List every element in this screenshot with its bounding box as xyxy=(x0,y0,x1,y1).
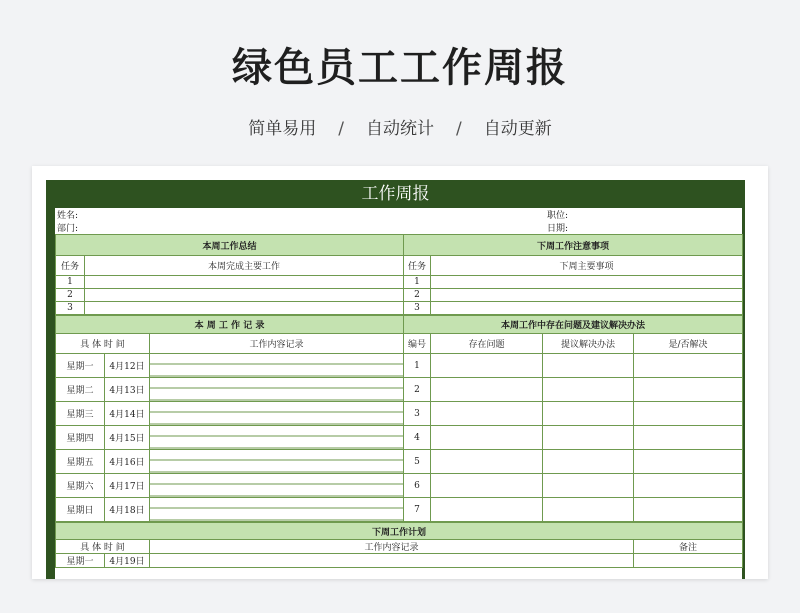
content-cell[interactable] xyxy=(150,426,404,450)
name-label: 姓名: xyxy=(57,211,79,221)
cell[interactable] xyxy=(634,402,743,426)
table-row xyxy=(56,426,743,450)
issue-number: 2 xyxy=(404,378,431,402)
spreadsheet-preview xyxy=(32,166,768,579)
subtitle-separator: / xyxy=(338,119,344,139)
cell[interactable] xyxy=(85,302,404,315)
task-col-header: 任务 xyxy=(404,256,431,276)
cell[interactable] xyxy=(543,378,634,402)
subtitle-item: 简单易用 xyxy=(248,119,317,139)
table-row xyxy=(56,450,743,474)
cell[interactable] xyxy=(543,450,634,474)
weekday: 星期三 xyxy=(56,402,105,426)
report-paper xyxy=(55,208,742,579)
cell[interactable] xyxy=(431,498,543,522)
content-cell[interactable] xyxy=(150,474,404,498)
table-row xyxy=(56,378,743,402)
subtitle-item: 自动统计 xyxy=(366,119,434,139)
table-row xyxy=(56,302,743,315)
cell[interactable] xyxy=(543,474,634,498)
suggestion-col-header: 提议解决办法 xyxy=(543,334,634,354)
date: 4月19日 xyxy=(105,554,150,568)
cell[interactable] xyxy=(431,426,543,450)
date: 4月12日 xyxy=(105,354,150,378)
issue-number: 4 xyxy=(404,426,431,450)
issue-number: 7 xyxy=(404,498,431,522)
weekday: 星期四 xyxy=(56,426,105,450)
cell[interactable] xyxy=(431,378,543,402)
page-title: 绿色员工工作周报 xyxy=(232,45,568,91)
table-row xyxy=(56,289,743,302)
time-col-header: 具 体 时 间 xyxy=(56,540,150,554)
date: 4月16日 xyxy=(105,450,150,474)
cell[interactable] xyxy=(431,450,543,474)
cell[interactable] xyxy=(150,554,634,568)
summary-header: 本周工作总结 xyxy=(56,235,404,256)
table-row xyxy=(56,402,743,426)
cell[interactable] xyxy=(85,276,404,289)
issue-number: 5 xyxy=(404,450,431,474)
content-col-header: 工作内容记录 xyxy=(150,540,634,554)
cell[interactable] xyxy=(634,474,743,498)
row-number: 3 xyxy=(56,302,85,315)
num-col-header: 编号 xyxy=(404,334,431,354)
content-cell[interactable] xyxy=(150,498,404,522)
report-frame xyxy=(46,180,745,579)
page-subtitle xyxy=(0,114,800,139)
subtitle-separator: / xyxy=(456,119,462,139)
cell[interactable] xyxy=(431,354,543,378)
cell[interactable] xyxy=(634,450,743,474)
issue-number: 6 xyxy=(404,474,431,498)
content-cell[interactable] xyxy=(150,354,404,378)
cell[interactable] xyxy=(634,498,743,522)
resolved-col-header: 是/否解决 xyxy=(634,334,743,354)
table-row xyxy=(56,276,743,289)
row-number: 2 xyxy=(56,289,85,302)
next-items-col-header: 下周主要事项 xyxy=(431,256,743,276)
row-number: 1 xyxy=(404,276,431,289)
date-label: 日期: xyxy=(547,224,569,234)
time-col-header: 具 体 时 间 xyxy=(56,334,150,354)
task-col-header: 任务 xyxy=(56,256,85,276)
content-cell[interactable] xyxy=(150,378,404,402)
position-label: 职位: xyxy=(547,211,569,221)
date: 4月17日 xyxy=(105,474,150,498)
cell[interactable] xyxy=(634,378,743,402)
content-col-header: 工作内容记录 xyxy=(150,334,404,354)
weekday: 星期二 xyxy=(56,378,105,402)
row-number: 2 xyxy=(404,289,431,302)
subtitle-item: 自动更新 xyxy=(483,119,552,139)
plan-header: 下周工作计划 xyxy=(56,523,743,540)
cell[interactable] xyxy=(431,276,743,289)
records-table xyxy=(55,315,743,522)
cell[interactable] xyxy=(634,426,743,450)
problem-col-header: 存在问题 xyxy=(431,334,543,354)
date: 4月15日 xyxy=(105,426,150,450)
plan-table xyxy=(55,522,743,568)
issues-header: 本周工作中存在问题及建议解决办法 xyxy=(404,316,743,334)
cell[interactable] xyxy=(543,426,634,450)
content-cell[interactable] xyxy=(150,402,404,426)
cell[interactable] xyxy=(543,402,634,426)
date: 4月14日 xyxy=(105,402,150,426)
records-header: 本 周 工 作 记 录 xyxy=(56,316,404,334)
row-number: 3 xyxy=(404,302,431,315)
info-table xyxy=(55,208,742,234)
cell[interactable] xyxy=(634,354,743,378)
weekday: 星期五 xyxy=(56,450,105,474)
table-row xyxy=(56,554,743,568)
weekday: 星期一 xyxy=(56,554,105,568)
cell[interactable] xyxy=(431,474,543,498)
date: 4月13日 xyxy=(105,378,150,402)
cell[interactable] xyxy=(431,302,743,315)
table-row xyxy=(56,354,743,378)
issue-number: 3 xyxy=(404,402,431,426)
summary-table xyxy=(55,234,743,315)
cell[interactable] xyxy=(634,554,743,568)
date: 4月18日 xyxy=(105,498,150,522)
row-number: 1 xyxy=(56,276,85,289)
completed-work-col-header: 本周完成主要工作 xyxy=(85,256,404,276)
dept-label: 部门: xyxy=(57,224,79,234)
cell[interactable] xyxy=(85,289,404,302)
cell[interactable] xyxy=(431,402,543,426)
weekday: 星期日 xyxy=(56,498,105,522)
issue-number: 1 xyxy=(404,354,431,378)
notes-header: 下周工作注意事项 xyxy=(404,235,743,256)
note-col-header: 备注 xyxy=(634,540,743,554)
weekday: 星期六 xyxy=(56,474,105,498)
cell[interactable] xyxy=(543,354,634,378)
cell[interactable] xyxy=(543,498,634,522)
content-cell[interactable] xyxy=(150,450,404,474)
table-row xyxy=(56,474,743,498)
table-row xyxy=(56,498,743,522)
weekday: 星期一 xyxy=(56,354,105,378)
report-title: 工作周报 xyxy=(361,184,430,204)
cell[interactable] xyxy=(431,289,743,302)
